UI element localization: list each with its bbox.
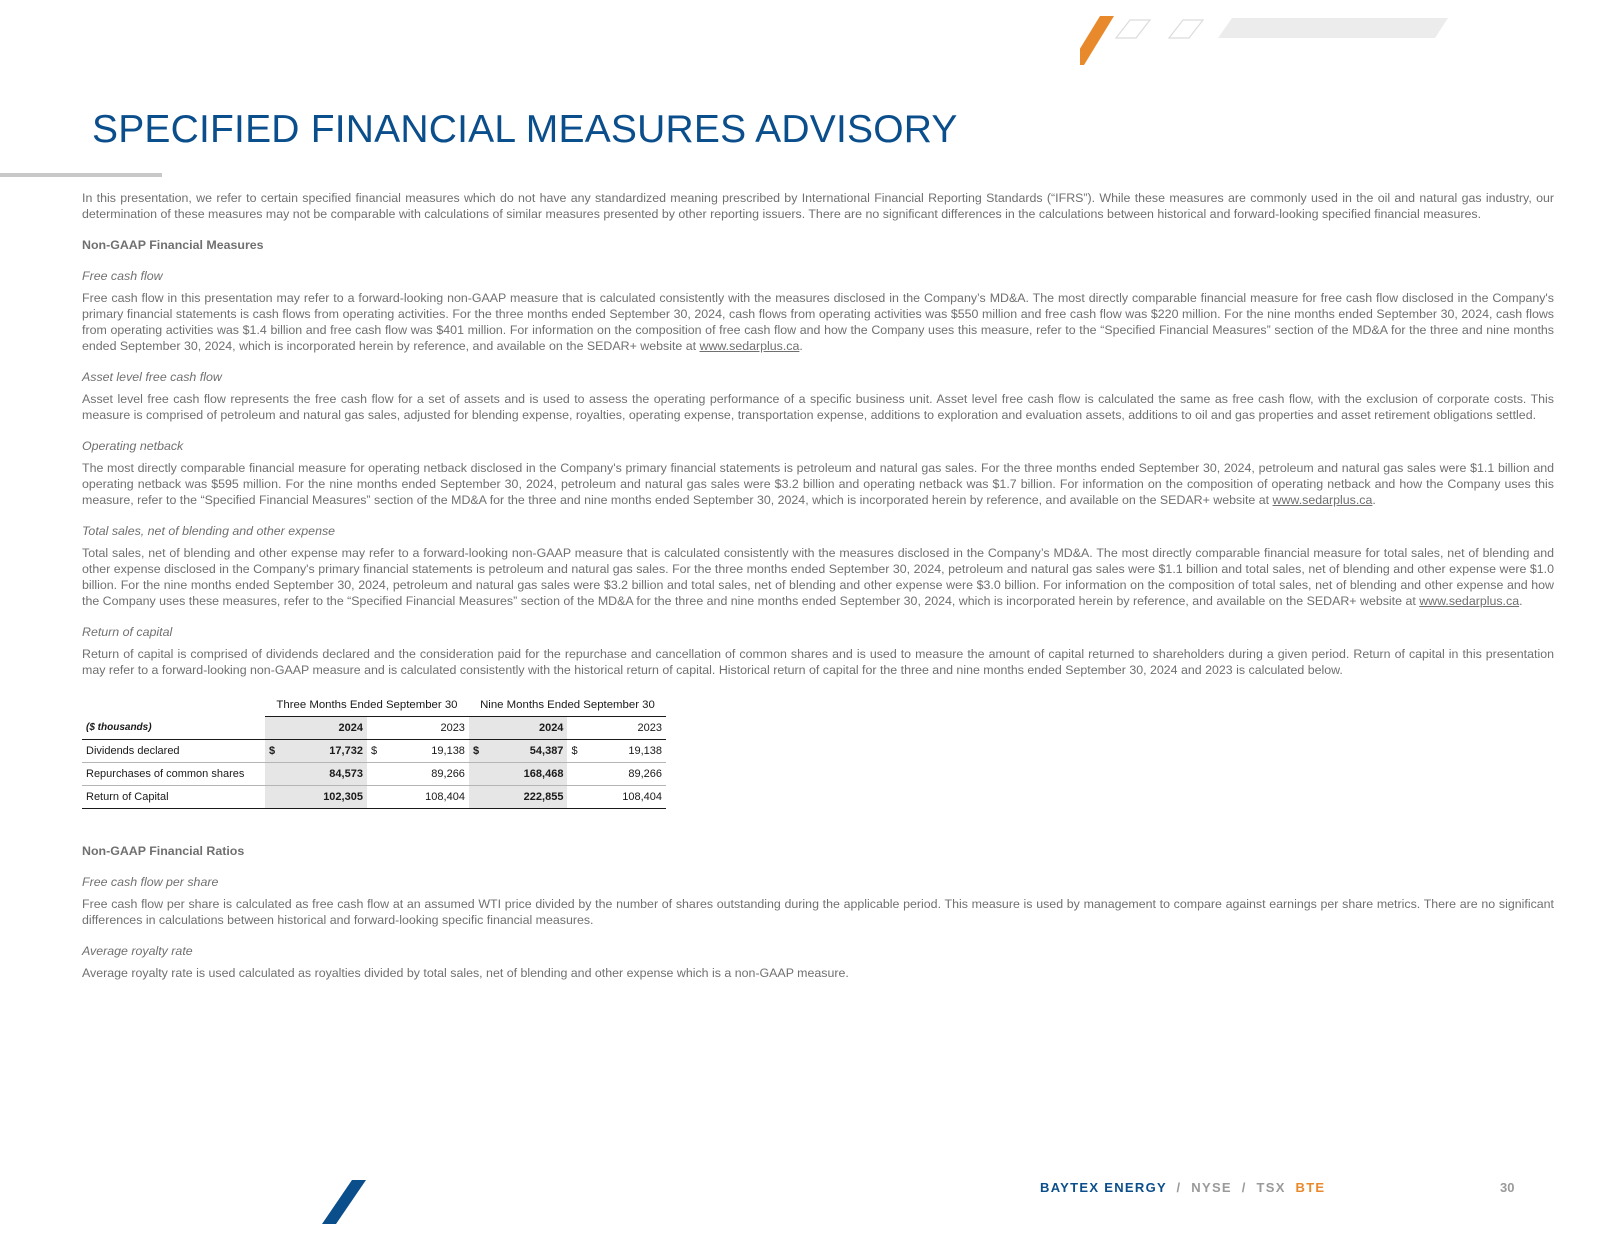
table-cell: 89,266: [587, 763, 666, 786]
table-cell: 168,468: [489, 763, 568, 786]
alfcf-paragraph: Asset level free cash flow represents the free cash flow for a set of assets and is used to assess the operating performance of a specific business unit. Asset level free cash flow is calculated the same as free cash flow, with the exclusion of corporate costs. This measure is comprised of petroleum and natural gas sales, adjusted for blending expense, royalties, operating expense, transportation expense, additions to exploration and evaluation assets, additions to oil and gas properties and asset retirement obligations settled.: [82, 392, 1554, 422]
year-header: 2024: [285, 717, 367, 740]
footer-brand: [1040, 1180, 1325, 1195]
year-header: 2024: [489, 717, 568, 740]
footer-exchange-nyse: NYSE: [1191, 1180, 1232, 1195]
fcf-sedar-link[interactable]: www.sedarplus.ca: [699, 339, 800, 353]
title-accent-bar: [0, 173, 162, 177]
page-number: 30: [1500, 1180, 1515, 1195]
currency-symbol: $: [567, 740, 587, 763]
royalty-paragraph: Average royalty rate is used calculated as royalties divided by total sales, net of blending and other expense which is a non-GAAP measure.: [82, 966, 849, 980]
fcf-title: Free cash flow: [82, 269, 163, 283]
currency-symbol: $: [265, 740, 285, 763]
year-header: 2023: [587, 717, 666, 740]
row-label: Repurchases of common shares: [82, 763, 265, 786]
table-cell: 108,404: [387, 786, 469, 809]
sales-title: Total sales, net of blending and other expense: [82, 524, 336, 538]
table-unit-label: ($ thousands): [82, 717, 265, 740]
sales-body: Total sales, net of blending and other expense may refer to a forward-looking non-GAAP measure that is calculated consistently with the measures disclosed in the Company’s MD&A. The most directly comparable financial measure for total sales, net of blending and other expense disclosed in the Company's primary financial statements is petroleum and natural gas sales. For the three months ended September 30, 2024, petroleum and natural gas sales were $1.1 billion and total sales, net of blending and other expense were $1.0 billion. For the nine months ended September 30, 2024, petroleum and natural gas sales were $3.2 billion and total sales, net of blending and other expense were $3.0 billion. For information on the composition of total sales, net of blending and other expense and how the Company uses these measures, refer to the “Specified Financial Measures” section of the MD&A for the three and nine months ended September 30, 2024, which is incorporated herein by reference, and available on the SEDAR+ website at: [82, 546, 1554, 608]
intro-paragraph: In this presentation, we refer to certain specified financial measures which do not have any standardized meaning prescribed by International Financial Reporting Standards (“IFRS”). While these measures are commonly used in the oil and natural gas industry, our determination of these measures may not be comparable with calculations of similar measures presented by other reporting issuers. There are no significant differences in the calculations between historical and forward-looking specified financial measures.: [82, 191, 1554, 221]
group-nine-months: Nine Months Ended September 30: [469, 694, 666, 717]
table-row: [82, 763, 666, 786]
table-cell: 108,404: [587, 786, 666, 809]
table-row: [82, 740, 666, 763]
bottom-slash-decoration: [322, 1180, 368, 1226]
table-cell: 19,138: [387, 740, 469, 763]
royalty-title: Average royalty rate: [82, 944, 193, 958]
table-cell: 54,387: [489, 740, 568, 763]
page-title: SPECIFIED FINANCIAL MEASURES ADVISORY: [92, 108, 958, 151]
roc-title: Return of capital: [82, 625, 173, 639]
roc-paragraph: Return of capital is comprised of dividends declared and the consideration paid for the repurchase and cancellation of common shares and is used to measure the amount of capital returned to shareholders during a given period. Return of capital in this presentation may refer to a forward-looking non-GAAP measure and is calculated consistently with the historical return of capital. Historical return of capital for the three and nine months ended September 30, 2024 and 2023 is calculated below.: [82, 647, 1554, 677]
row-label: Return of Capital: [82, 786, 265, 809]
footer-exchange-tsx: TSX: [1256, 1180, 1286, 1195]
footer-company: BAYTEX ENERGY: [1040, 1180, 1167, 1195]
row-label: Dividends declared: [82, 740, 265, 763]
table-cell: 17,732: [285, 740, 367, 763]
return-of-capital-table: [82, 694, 666, 809]
table-row-total: [82, 786, 666, 809]
fcfps-title: Free cash flow per share: [82, 875, 219, 889]
footer-ticker: BTE: [1295, 1180, 1326, 1195]
table-cell: 89,266: [387, 763, 469, 786]
currency-symbol: $: [367, 740, 387, 763]
fcfps-paragraph: Free cash flow per share is calculated as free cash flow at an assumed WTI price divided by the number of shares outstanding during the applicable period. This measure is used by management to compare against earnings per share metrics. There are no significant differences in calculations between historical and forward-looking specific financial measures.: [82, 897, 1554, 927]
fcf-body: Free cash flow in this presentation may refer to a forward-looking non-GAAP measure that is calculated consistently with the measures disclosed in the Company’s MD&A. The most directly comparable financial measure for free cash flow disclosed in the Company's primary financial statements is cash flows from operating activities. For the three months ended September 30, 2024, cash flows from operating activities was $550 million and free cash flow was $220 million. For the nine months ended September 30, 2024, cash flows from operating activities was $1.4 billion and free cash flow was $401 million. For information on the composition of free cash flow and how the Company uses this measure, refer to the “Specified Financial Measures” section of the MD&A for the three and nine months ended September 30, 2024, which is incorporated herein by reference, and available on the SEDAR+ website at: [82, 291, 1554, 353]
group-three-months: Three Months Ended September 30: [265, 694, 469, 717]
sales-sedar-link[interactable]: www.sedarplus.ca: [1419, 594, 1520, 608]
netback-paragraph: The most directly comparable financial measure for operating netback disclosed in the Company's primary financial statements is petroleum and natural gas sales. For the three months ended September 30, 2024, petroleum and natural gas sales were $1.1 billion and operating netback was $595 million. For the nine months ended September 30, 2024, petroleum and natural gas sales were $3.2 billion and operating netback was $1.7 billion. For information on the composition of operating netback and how the Company uses this measure, refer to the “Specified Financial Measures” section of the MD&A for the three and nine months ended September 30, 2024, which is incorporated herein by reference, and available on the SEDAR+ website at www.sedarplus.ca.: [82, 461, 1554, 507]
currency-symbol: $: [469, 740, 489, 763]
alfcf-title: Asset level free cash flow: [82, 370, 222, 384]
table-cell: 102,305: [285, 786, 367, 809]
year-header: 2023: [387, 717, 469, 740]
table-group-header: [82, 694, 666, 717]
netback-sedar-link[interactable]: www.sedarplus.ca: [1272, 493, 1373, 507]
table-cell: 222,855: [489, 786, 568, 809]
table-cell: 19,138: [587, 740, 666, 763]
netback-body: The most directly comparable financial measure for operating netback disclosed in the Company's primary financial statements is petroleum and natural gas sales. For the three months ended September 30, 2024, petroleum and natural gas sales were $1.1 billion and operating netback was $595 million. For the nine months ended September 30, 2024, petroleum and natural gas sales were $3.2 billion and operating netback was $1.7 billion. For information on the composition of operating netback and how the Company uses this measure, refer to the “Specified Financial Measures” section of the MD&A for the three and nine months ended September 30, 2024, which is incorporated herein by reference, and available on the SEDAR+ website at: [82, 461, 1554, 507]
footer-separator: /: [1176, 1180, 1182, 1195]
fcf-paragraph: Free cash flow in this presentation may refer to a forward-looking non-GAAP measure that is calculated consistently with the measures disclosed in the Company’s MD&A. The most directly comparable financial measure for free cash flow disclosed in the Company's primary financial statements is cash flows from operating activities. For the three months ended September 30, 2024, cash flows from operating activities was $550 million and free cash flow was $220 million. For the nine months ended September 30, 2024, cash flows from operating activities was $1.4 billion and free cash flow was $401 million. For information on the composition of free cash flow and how the Company uses this measure, refer to the “Specified Financial Measures” section of the MD&A for the three and nine months ended September 30, 2024, which is incorporated herein by reference, and available on the SEDAR+ website at www.sedarplus.ca.: [82, 291, 1554, 353]
table-cell: 84,573: [285, 763, 367, 786]
netback-title: Operating netback: [82, 439, 184, 453]
ratios-heading: Non-GAAP Financial Ratios: [82, 844, 245, 858]
measures-heading: Non-GAAP Financial Measures: [82, 238, 264, 252]
sales-paragraph: Total sales, net of blending and other expense may refer to a forward-looking non-GAAP measure that is calculated consistently with the measures disclosed in the Company’s MD&A. The most directly comparable financial measure for total sales, net of blending and other expense disclosed in the Company's primary financial statements is petroleum and natural gas sales. For the three months ended September 30, 2024, petroleum and natural gas sales were $1.1 billion and total sales, net of blending and other expense were $1.0 billion. For the nine months ended September 30, 2024, petroleum and natural gas sales were $3.2 billion and total sales, net of blending and other expense were $3.0 billion. For information on the composition of total sales, net of blending and other expense and how the Company uses these measures, refer to the “Specified Financial Measures” section of the MD&A for the three and nine months ended September 30, 2024, which is incorporated herein by reference, and available on the SEDAR+ website at www.sedarplus.ca.: [82, 546, 1554, 608]
table-year-header: [82, 717, 666, 740]
advisory-content: [82, 190, 1554, 996]
footer-separator: /: [1241, 1180, 1247, 1195]
top-stripes-decoration: [1080, 16, 1460, 68]
